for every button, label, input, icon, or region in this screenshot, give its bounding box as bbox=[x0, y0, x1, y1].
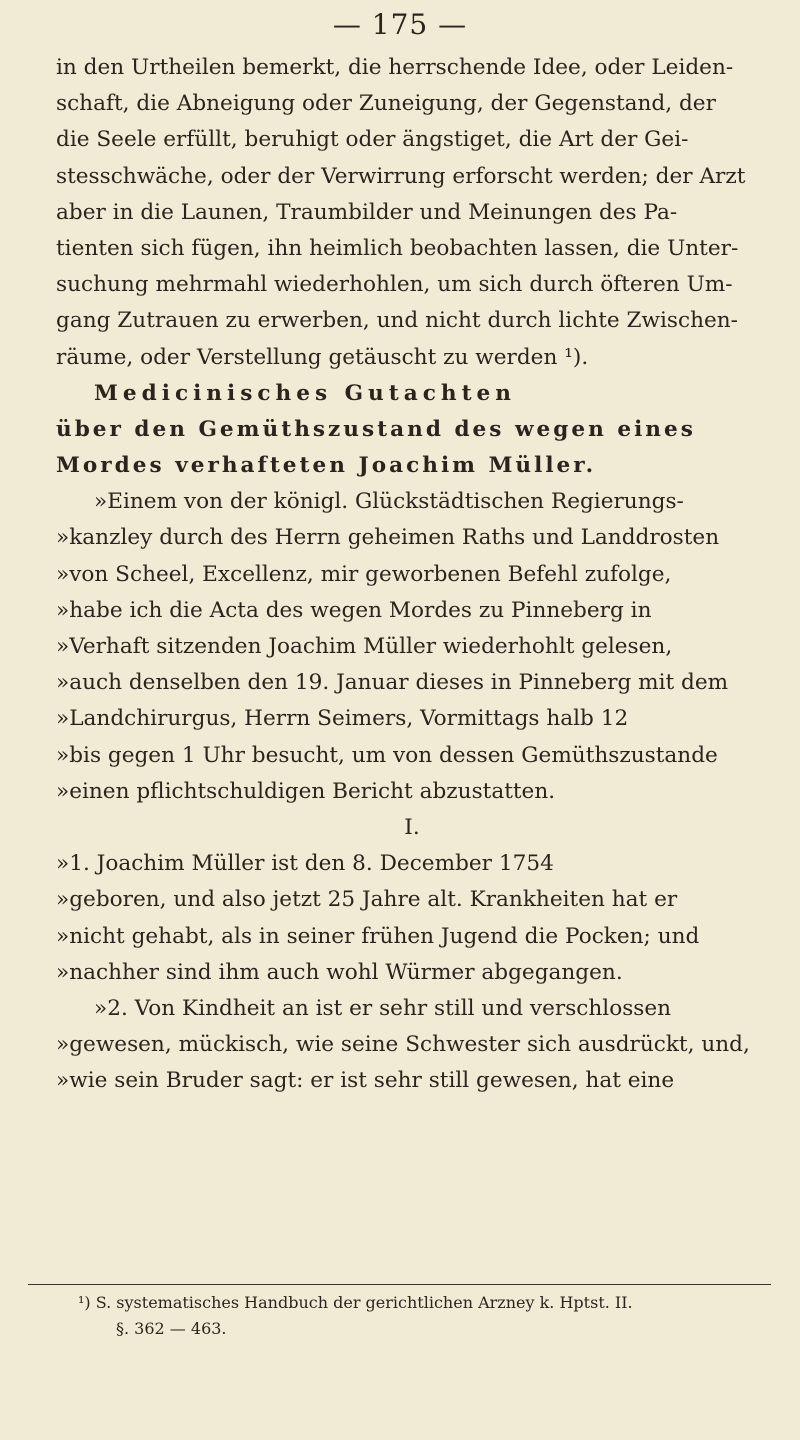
text-line: in den Urtheilen bemerkt, die herrschende Idee, oder Leiden- bbox=[56, 55, 734, 80]
quote-line: »habe ich die Acta des wegen Mordes zu Pinneberg in bbox=[56, 597, 652, 623]
section-heading: Medicinisches Gutachten bbox=[94, 380, 516, 406]
section-numeral: I. bbox=[404, 814, 420, 840]
text-line: schaft, die Abneigung oder Zuneigung, der Gegenstand, der bbox=[56, 91, 716, 117]
text-line: aber in die Launen, Traumbilder und Meinungen des Pa- bbox=[56, 199, 678, 225]
footnote-line: ¹) S. systematisches Handbuch der gerichtlichen Arzney k. Hptst. II. bbox=[78, 1293, 633, 1312]
quote-line: »Landchirurgus, Herrn Seimers, Vormittags halb 12 bbox=[56, 706, 629, 732]
footnote bbox=[78, 1290, 768, 1342]
footnote-divider bbox=[28, 1284, 771, 1285]
quote-line: »auch denselben den 19. Januar dieses in Pinneberg mit dem bbox=[56, 670, 729, 696]
quote-line: »Verhaft sitzenden Joachim Müller wiederhohlt gelesen, bbox=[56, 634, 673, 659]
page-body bbox=[56, 50, 768, 1099]
quote-line: »kanzley durch des Herrn geheimen Raths und Landdrosten bbox=[56, 525, 720, 551]
section-line: »gewesen, mückisch, wie seine Schwester sich ausdrückt, und, bbox=[56, 1032, 750, 1058]
text-line: räume, oder Verstellung getäuscht zu werden ¹). bbox=[56, 344, 589, 370]
text-line: suchung mehrmahl wiederhohlen, um sich durch öfteren Um- bbox=[56, 272, 733, 298]
text-line: gang Zutrauen zu erwerben, und nicht durch lichte Zwischen- bbox=[56, 308, 738, 334]
section-line: »2. Von Kindheit an ist er sehr still und verschlossen bbox=[94, 995, 672, 1021]
section-heading-line: über den Gemüthszustand des wegen eines bbox=[56, 416, 696, 442]
text-line: tienten sich fügen, ihn heimlich beobachten lassen, die Unter- bbox=[56, 235, 739, 261]
section-line: »nachher sind ihm auch wohl Würmer abgegangen. bbox=[56, 959, 623, 985]
quote-line: »einen pflichtschuldigen Bericht abzustatten. bbox=[56, 778, 556, 804]
text-line: die Seele erfüllt, beruhigt oder ängstiget, die Art der Gei- bbox=[56, 127, 689, 153]
section-line: »1. Joachim Müller ist den 8. December 1754 bbox=[56, 851, 554, 877]
quote-line: »bis gegen 1 Uhr besucht, um von dessen Gemüthszustande bbox=[56, 742, 718, 768]
quote-line: »Einem von der königl. Glückstädtischen Regierungs- bbox=[94, 489, 684, 515]
footnote-line: §. 362 — 463. bbox=[116, 1319, 227, 1338]
text-line: stesschwäche, oder der Verwirrung erforscht werden; der Arzt bbox=[56, 163, 746, 189]
section-heading-line: Mordes verhafteten Joachim Müller. bbox=[56, 453, 597, 479]
section-line: »geboren, und also jetzt 25 Jahre alt. Krankheiten hat er bbox=[56, 887, 678, 913]
section-line: »wie sein Bruder sagt: er ist sehr still gewesen, hat eine bbox=[56, 1068, 675, 1094]
quote-line: »von Scheel, Excellenz, mir geworbenen Befehl zufolge, bbox=[56, 561, 672, 587]
section-line: »nicht gehabt, als in seiner frühen Jugend die Pocken; und bbox=[56, 923, 700, 949]
page-number: — 175 — bbox=[332, 8, 468, 41]
